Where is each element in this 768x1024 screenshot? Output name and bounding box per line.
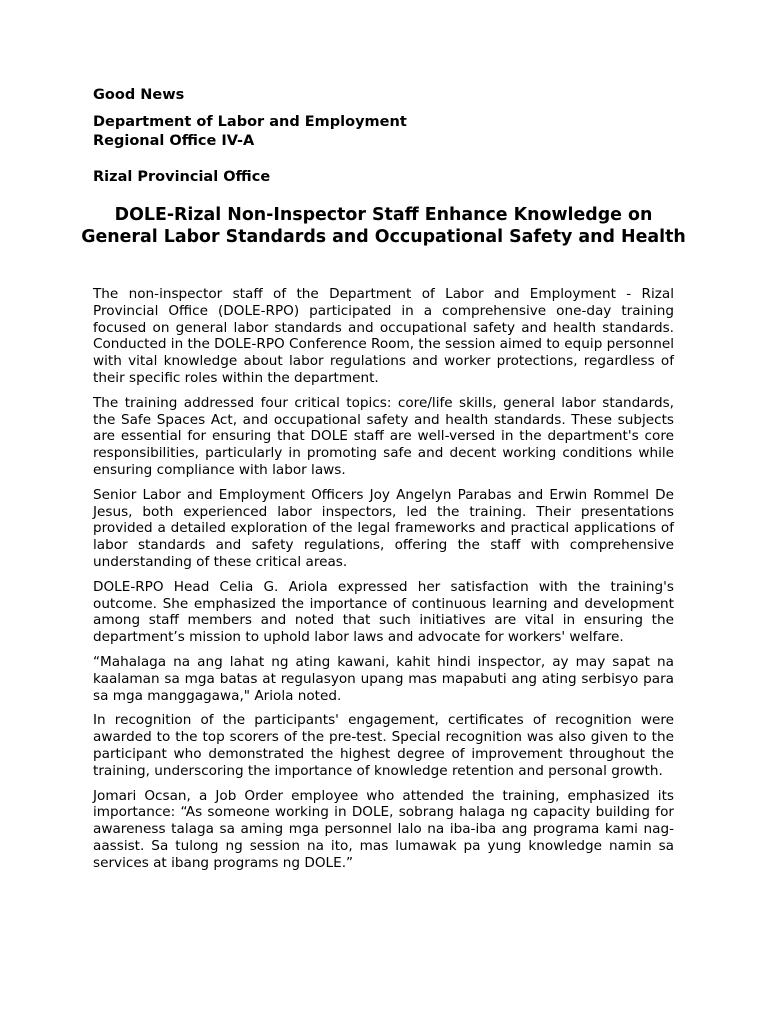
document-page: [81, 86, 686, 880]
article-paragraph: Senior Labor and Employment Officers Joy Angelyn Parabas and Erwin Rommel De Jesus, both experienced labor inspectors, led the training. Their presentations provided a detailed exploration of the legal frameworks and practical applications of labor standards and safety regulations, offering the staff with comprehensive understanding of these critical areas.: [93, 486, 674, 570]
regional-office-name: Regional Office IV-A: [93, 133, 255, 149]
news-category-label: Good News: [93, 87, 185, 103]
article-paragraph: In recognition of the participants' engagement, certificates of recognition were awarded to the top scorers of the pre-test. Special recognition was also given to the participant who demonstrated the highest degree of improvement throughout the training, underscoring the importance of knowledge retention and personal growth.: [93, 712, 674, 779]
article-headline: DOLE-Rizal Non-Inspector Staff Enhance Knowledge on General Labor Standards and Occupational Safety and Health: [81, 205, 686, 247]
department-block: [93, 113, 674, 151]
article-paragraph: The non-inspector staff of the Department of Labor and Employment - Rizal Provincial Office (DOLE-RPO) participated in a comprehensive one-day training focused on general labor standards and occupational safety and health standards. Conducted in the DOLE-RPO Conference Room, the session aimed to equip personnel with vital knowledge about labor regulations and worker protections, regardless of their specific roles within the department.: [93, 286, 674, 386]
department-name: Department of Labor and Employment: [93, 114, 407, 130]
article-paragraph: DOLE-RPO Head Celia G. Ariola expressed her satisfaction with the training's outcome. She emphasized the importance of continuous learning and development among staff members and noted that such initiatives are vital in ensuring the department’s mission to uphold labor laws and advocate for workers' welfare.: [93, 578, 674, 646]
provincial-office-name: Rizal Provincial Office: [93, 169, 271, 185]
article-quote-paragraph: “Mahalaga na ang lahat ng ating kawani, kahit hindi inspector, ay may sapat na kaalaman sa mga batas at regulasyon upang mas mapabuti ang ating serbisyo para sa mga manggagawa," Ariola noted.: [93, 653, 674, 704]
article-paragraph: Jomari Ocsan, a Job Order employee who attended the training, emphasized its importance: “As someone working in DOLE, sobrang halaga ng capacity building for awareness talaga sa aming mga personnel lalo na iba-iba ang programa kami nag-aassist. Sa tulong ng session na ito, mas lumawak pa yung knowledge namin sa services at ibang programs ng DOLE.”: [93, 787, 674, 871]
article-paragraph: The training addressed four critical topics: core/life skills, general labor standards, the Safe Spaces Act, and occupational safety and health standards. These subjects are essential for ensuring that DOLE staff are well-versed in the department's core responsibilities, particularly in promoting safe and decent working conditions while ensuring compliance with labor laws.: [93, 394, 674, 478]
article-body: [93, 286, 674, 872]
